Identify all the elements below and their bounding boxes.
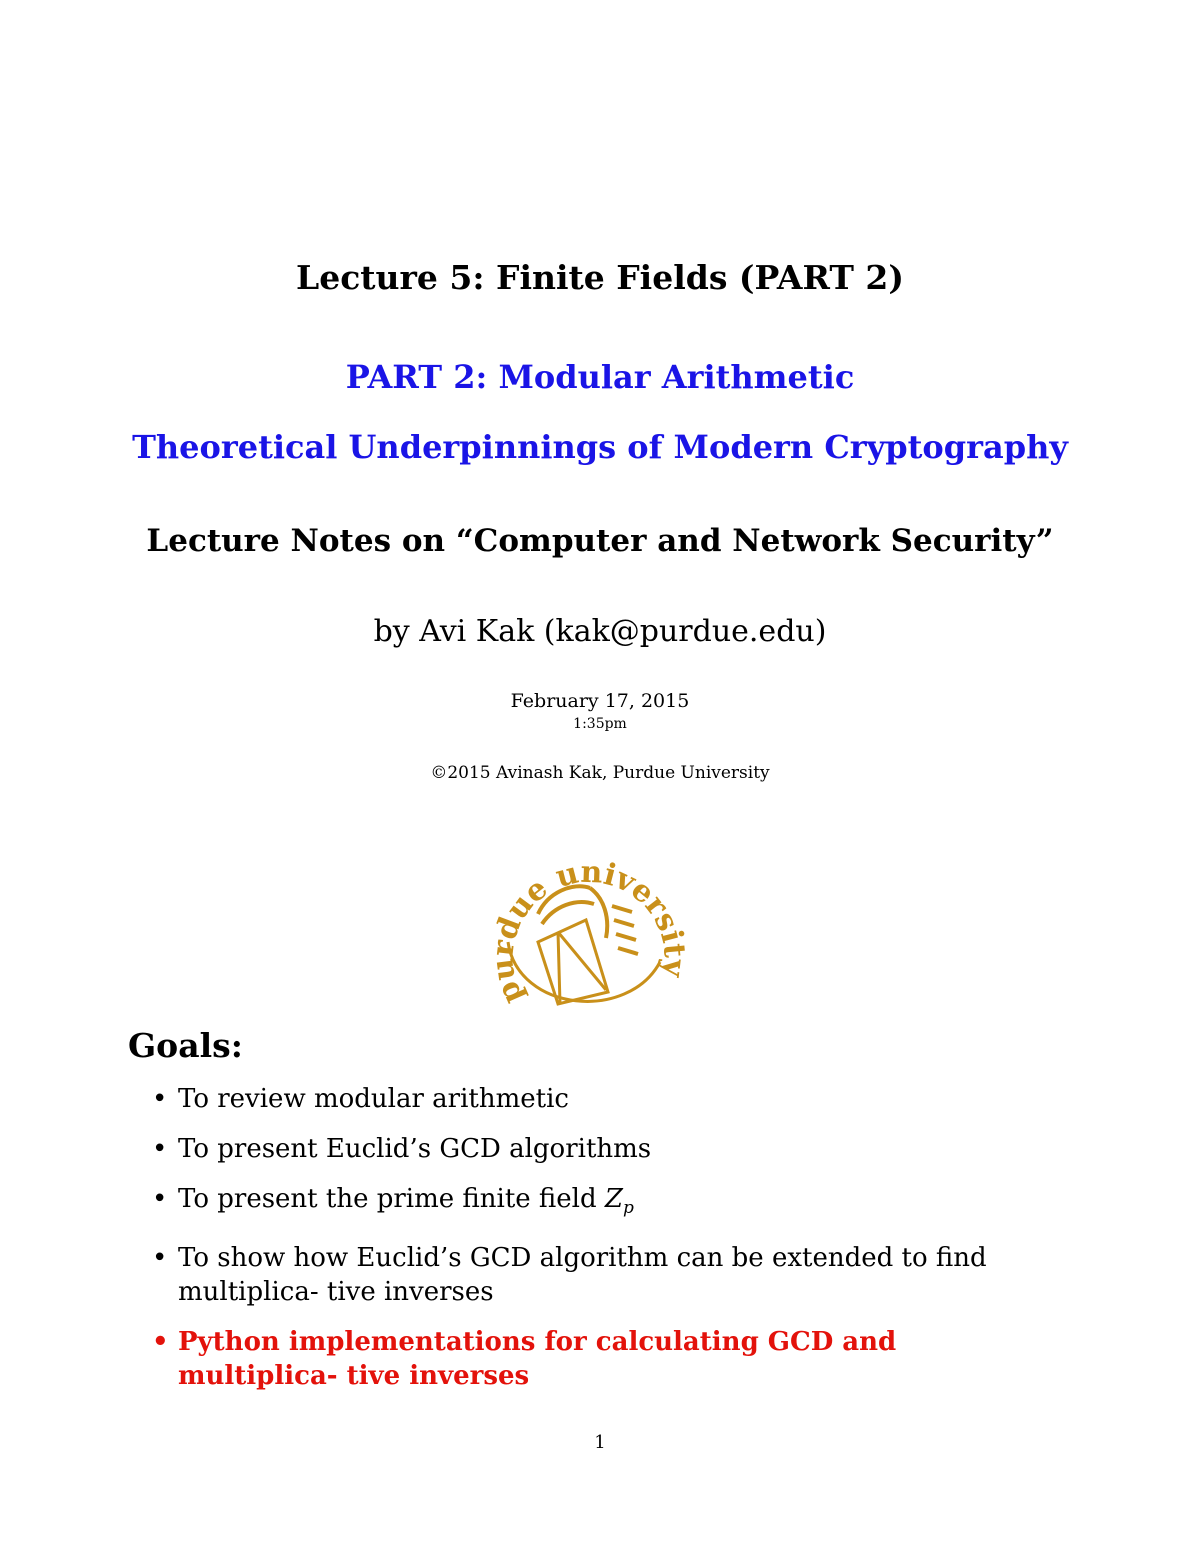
copyright-notice: ©2015 Avinash Kak, Purdue University: [430, 763, 770, 783]
math-zp: $Z_p$: [604, 1184, 634, 1219]
goal-item: • To review modular arithmetic: [152, 1082, 1052, 1116]
subtitle: Theoretical Underpinnings of Modern Cryptography: [132, 428, 1068, 466]
goals-list: [152, 1082, 1052, 1409]
seal-griffin-stripes: [612, 906, 638, 954]
goals-heading: Goals:: [128, 1026, 243, 1065]
seal-lettering: purdue university: [485, 854, 692, 1010]
lecture-notes-heading: Lecture Notes on “Computer and Network Security”: [146, 523, 1054, 559]
goal-item: • To show how Euclid’s GCD algorithm can be extended to find multiplica- tive inverses: [152, 1241, 1052, 1309]
seal-shield: [538, 920, 608, 1004]
author-byline: by Avi Kak (kak@purdue.edu): [373, 614, 827, 649]
goal-item-highlighted: • Python implementations for calculating GCD and multiplica- tive inverses: [152, 1325, 1052, 1393]
purdue-university-seal-icon: [478, 822, 698, 1042]
lecture-title: Lecture 5: Finite Fields (PART 2): [296, 258, 904, 297]
goal-item: • To present the prime finite field $Z_p$: [152, 1182, 1052, 1225]
time: 1:35pm: [573, 716, 627, 732]
page-number: 1: [594, 1432, 606, 1453]
date: February 17, 2015: [510, 690, 690, 712]
seal-lower-rim: [508, 942, 660, 1001]
part-heading: PART 2: Modular Arithmetic: [345, 358, 855, 396]
goal-item: • To present Euclid’s GCD algorithms: [152, 1132, 1052, 1166]
seal-griffin-body: [590, 888, 607, 938]
